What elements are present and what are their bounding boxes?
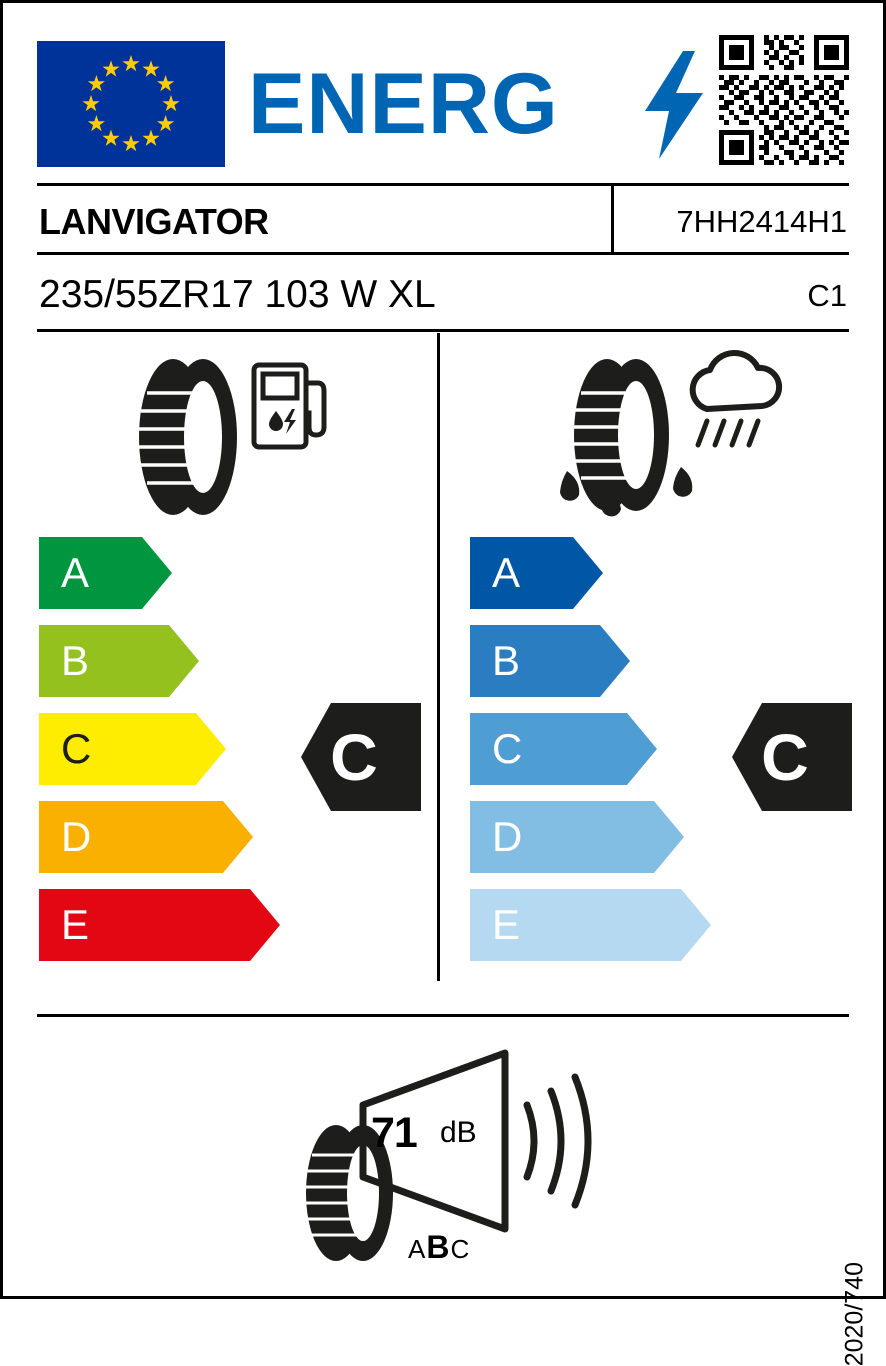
wet-grade-C-letter: C <box>492 725 523 772</box>
wet-grade-D-letter: D <box>492 813 523 860</box>
noise-value: 71 <box>371 1109 417 1157</box>
noise-unit: dB <box>440 1116 477 1149</box>
tyre-type-code: 7HH2414H1 <box>676 204 847 239</box>
tyre-class: C1 <box>807 278 847 313</box>
regulation-reference: 2020/740 <box>840 1262 868 1366</box>
divider-header <box>37 183 849 186</box>
noise-class-scale <box>408 1229 470 1266</box>
energy-wordmark: ENERG <box>248 56 559 152</box>
wet-rating-marker <box>732 703 852 811</box>
wet-grade-A-letter: A <box>492 549 521 596</box>
label-header <box>3 3 883 183</box>
noise-class-selected: B <box>426 1229 451 1265</box>
fuel-grade-B-letter: B <box>61 637 90 684</box>
fuel-grade-E <box>39 889 280 961</box>
divider-brand-code-vertical <box>611 186 614 252</box>
wet-grade-C <box>470 713 657 785</box>
qr-code-icon <box>719 35 849 165</box>
fuel-rating-marker <box>301 703 421 811</box>
fuel-grade-A <box>39 537 172 609</box>
fuel-tyre-icon <box>127 355 249 525</box>
fuel-grade-A-letter: A <box>61 549 90 596</box>
wet-grade-E <box>470 889 711 961</box>
brand-name: LANVIGATOR <box>39 201 269 242</box>
wet-rating-letter: C <box>761 720 809 794</box>
noise-class-c: C <box>450 1234 471 1264</box>
divider-size <box>37 329 849 332</box>
fuel-pump-icon <box>252 361 328 456</box>
fuel-grade-E-letter: E <box>61 901 90 948</box>
fuel-rating-letter: C <box>330 720 378 794</box>
rain-cloud-icon <box>679 355 789 468</box>
fuel-grade-C-letter: C <box>61 725 92 772</box>
wet-tyre-icon <box>559 355 699 530</box>
divider-columns-vertical <box>437 333 440 981</box>
divider-brand <box>37 252 849 255</box>
eu-flag-icon <box>37 41 225 167</box>
fuel-grade-B <box>39 625 199 697</box>
wet-grade-B-letter: B <box>492 637 521 684</box>
fuel-grade-D-letter: D <box>61 813 92 860</box>
fuel-grade-C <box>39 713 226 785</box>
tyre-size: 235/55ZR17 103 W XL <box>39 273 436 316</box>
wet-grade-E-letter: E <box>492 901 521 948</box>
lightning-bolt-icon <box>643 51 705 159</box>
divider-noise <box>37 1014 849 1017</box>
wet-grade-B <box>470 625 630 697</box>
wet-grade-A <box>470 537 603 609</box>
noise-class-a: A <box>408 1234 427 1264</box>
eu-flag-stars <box>37 41 225 167</box>
fuel-grade-D <box>39 801 253 873</box>
wet-grade-D <box>470 801 684 873</box>
